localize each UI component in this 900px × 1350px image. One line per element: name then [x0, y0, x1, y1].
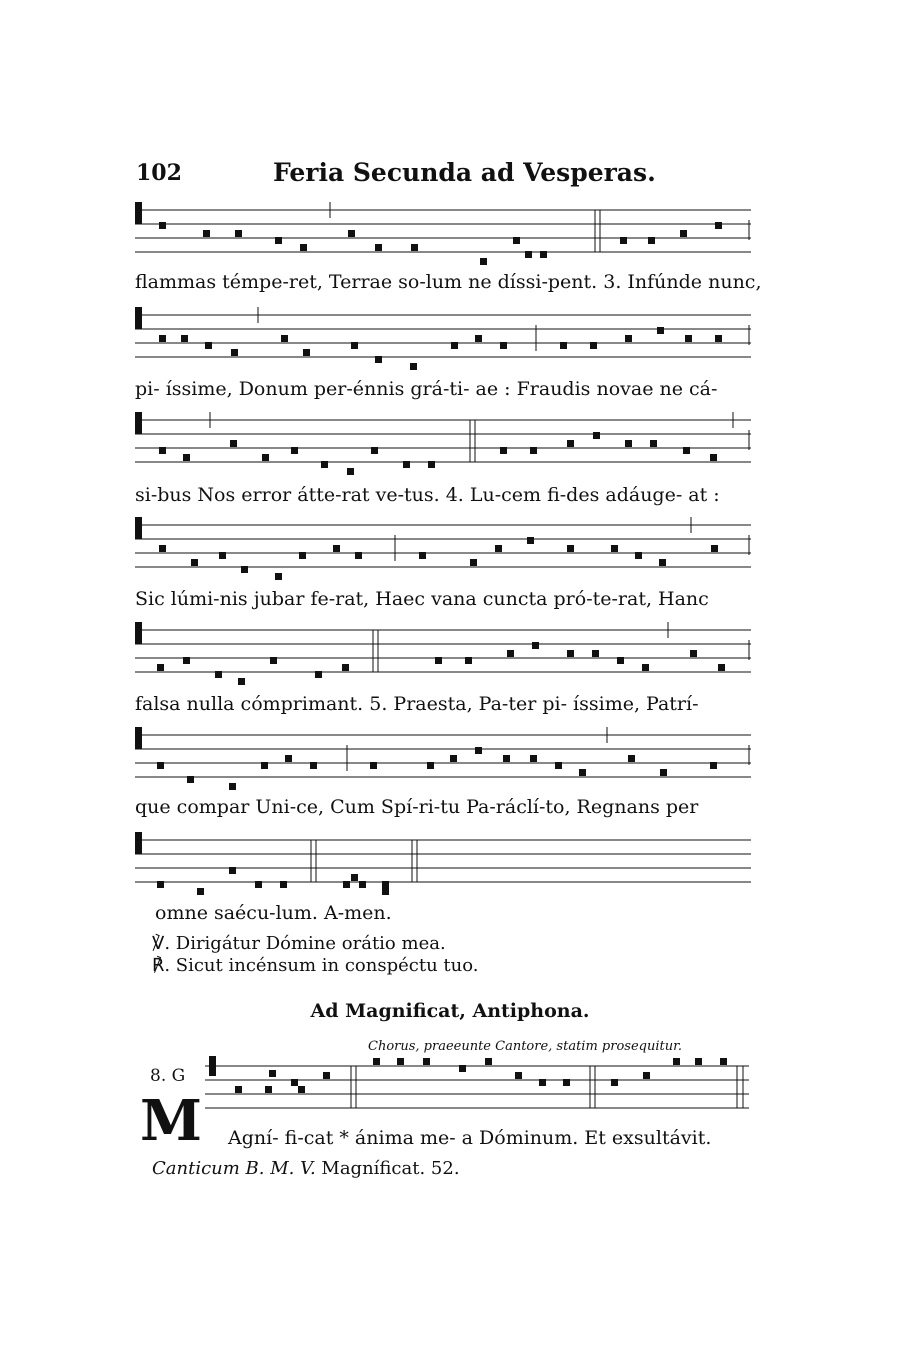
page-number: 102 — [136, 160, 182, 186]
response: ℟. Sicut incénsum in conspéctu tuo. — [152, 955, 479, 976]
versicle: ℣. Dirigátur Dómine orátio mea. — [152, 933, 446, 954]
chant-staff-6 — [135, 725, 751, 785]
decorated-initial: M — [140, 1088, 202, 1154]
page-title: Feria Secunda ad Vesperas. — [273, 158, 656, 187]
antiphon-rubric: Chorus, praeeunte Cantore, statim prosequitur. — [368, 1039, 683, 1054]
antiphon-heading: Ad Magnificat, Antiphona. — [310, 1000, 590, 1022]
lyric-line-7: omne saécu-lum. A-men. — [155, 902, 392, 924]
chant-staff-2 — [135, 305, 751, 365]
chant-staff-7 — [135, 830, 751, 890]
lyric-line-1: flammas témpe-ret, Terrae so-lum ne díssi-pent. 3. Infúnde nunc, — [135, 271, 762, 293]
lyric-line-2: pi- íssime, Donum per-énnis grá-ti- ae : Fraudis novae ne cá- — [135, 378, 718, 400]
mode-indicator: 8. G — [150, 1066, 186, 1086]
canticum-reference — [152, 1158, 460, 1179]
chant-staff-5 — [135, 620, 751, 680]
chant-staff-1 — [135, 200, 751, 260]
lyric-line-5: falsa nulla cómprimant. 5. Praesta, Pa-ter pi- íssime, Patrí- — [135, 693, 699, 715]
chant-staff-4 — [135, 515, 751, 575]
lyric-line-3: si-bus Nos error átte-rat ve-tus. 4. Lu-cem fi-des adáuge- at : — [135, 484, 720, 506]
lyric-line-4: Sic lúmi-nis jubar fe-rat, Haec vana cuncta pró-te-rat, Hanc — [135, 588, 709, 610]
chant-staff-3 — [135, 410, 751, 470]
canticum-title: Canticum B. M. V. — [152, 1158, 316, 1179]
antiphon-lyric: Agní- fi-cat * ánima me- a Dóminum. Et exsultávit. — [228, 1127, 712, 1149]
chant-staff-antiphon — [205, 1056, 749, 1116]
canticum-number: Magníficat. 52. — [315, 1158, 460, 1179]
lyric-line-6: que compar Uni-ce, Cum Spí-ri-tu Pa-ráclí-to, Regnans per — [135, 796, 699, 818]
